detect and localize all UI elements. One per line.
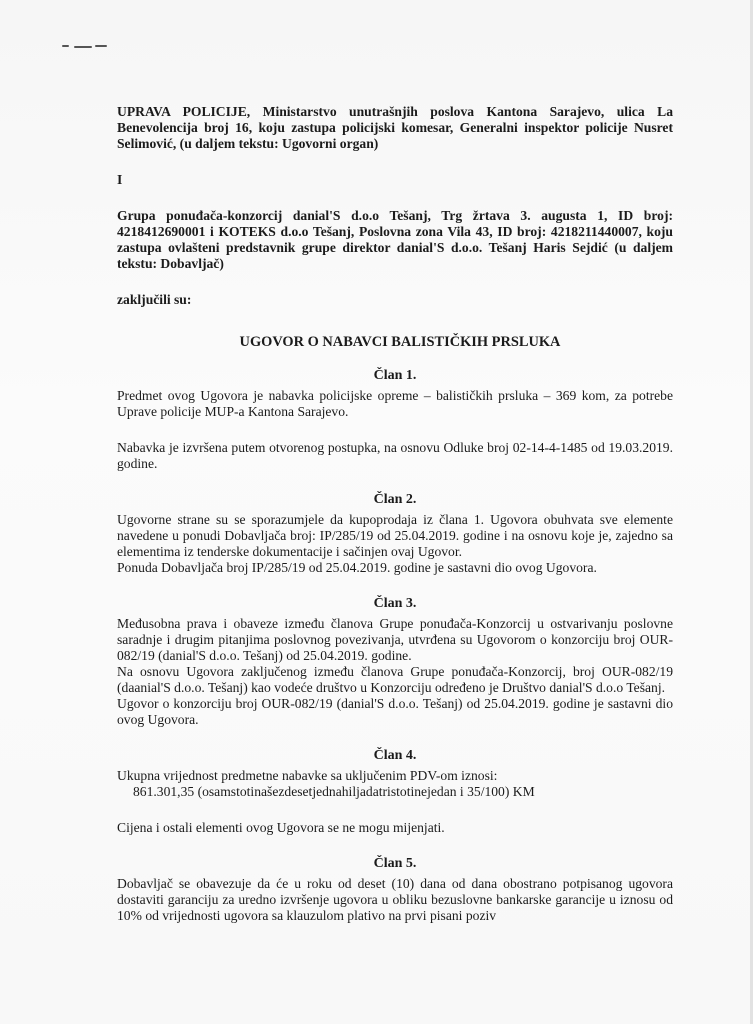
party-ugovorni-organ: UPRAVA POLICIJE, Ministarstvo unutrašnjih poslova Kantona Sarajevo, ulica La Benevolencija broj 16, koju zastupa policijski komesar, Generalni inspektor policije Nusret Selimović, (u daljem tekstu: Ugovorni organ) <box>117 104 673 151</box>
article-5-para-1: Dobavljač se obavezuje da će u roku od deset (10) dana od dana obostrano potpisanog ugovora dostaviti garanciju za uredno izvršenje ugovora u obliku bezuslovne bankarske garancije u iznosu od 10% od vrijednosti ugovora sa klauzulom plativo na prvi pisani poziv <box>117 876 673 923</box>
article-2-heading: Član 2. <box>373 492 417 507</box>
document-body <box>117 104 673 924</box>
contract-title: UGOVOR O NABAVCI BALISTIČKIH PRSLUKA <box>239 334 561 350</box>
article-1-para-2: Nabavka je izvršena putem otvorenog postupka, na osnovu Odluke broj 02-14-4-1485 od 19.03.2019. godine. <box>117 440 673 471</box>
concluded-text: zaključili su: <box>117 292 192 307</box>
article-4-heading: Član 4. <box>373 748 417 763</box>
article-1-heading: Član 1. <box>373 368 417 383</box>
article-3-heading: Član 3. <box>373 596 417 611</box>
article-3-para-1: Međusobna prava i obaveze između članova Grupe ponuđača-Konzorcij u ostvarivanju poslovne saradnje i drugim pitanjima poslovnog povezivanja, utvrđena su Ugovorom o konzorciju broj OUR-082/19 (danial'S d.o.o. Tešanj) od 25.04.2019. godine. <box>117 616 673 663</box>
article-2-para-2: Ponuda Dobavljača broj IP/285/19 od 25.04.2019. godine je sastavni dio ovog Ugovora. <box>117 560 597 575</box>
article-3-para-2: Na osnovu Ugovora zaključenog između članova Grupe ponuđača-Konzorcij, broj OUR-082/19 (daanial'S d.o.o. Tešanj) kao vodeće društvo u Konzorciju određeno je Društvo danial'S d.o.o Tešanj. <box>117 664 673 695</box>
article-4-para-3: Cijena i ostali elementi ovog Ugovora se ne mogu mijenjati. <box>117 820 445 835</box>
article-1-para-1: Predmet ovog Ugovora je nabavka policijske opreme – balističkih prsluka – 369 kom, za potrebe Uprave policije MUP-a Kantona Sarajevo. <box>117 388 673 419</box>
article-3-para-3: Ugovor o konzorciju broj OUR-082/19 (danial'S d.o.o. Tešanj) od 25.04.2019. godine je sastavni dio ovog Ugovora. <box>117 696 673 727</box>
article-4-amount: 861.301,35 (osamstotinašezdesetjednahiljadatristotinejedan i 35/100) KM <box>133 784 535 799</box>
article-5-heading: Član 5. <box>373 856 417 871</box>
party-dobavljac: Grupa ponuđača-konzorcij danial'S d.o.o Tešanj, Trg žrtava 3. augusta 1, ID broj: 4218412690001 i KOTEKS d.o.o Tešanj, Poslovna zona Vila 43, ID broj: 4218211440007, koju zastupa ovlašteni predstavnik grupe direktor danial'S d.o.o. Tešanj Haris Sejdić (u daljem tekstu: Dobavljač) <box>117 208 673 271</box>
conjunction: I <box>117 172 123 187</box>
article-2-para-1: Ugovorne strane su se sporazumjele da kupoprodaja iz člana 1. Ugovora obuhvata sve elemente navedene u ponudi Dobavljača broj: IP/285/19 od 25.04.2019. godine i na osnovu koje je, zajedno sa elementima iz tenderske dokumentacije i sačinjen ovaj Ugovor. <box>117 512 673 559</box>
article-4-para-1: Ukupna vrijednost predmetne nabavke sa uključenim PDV-om iznosi: <box>117 768 498 783</box>
scan-mark <box>62 44 108 48</box>
